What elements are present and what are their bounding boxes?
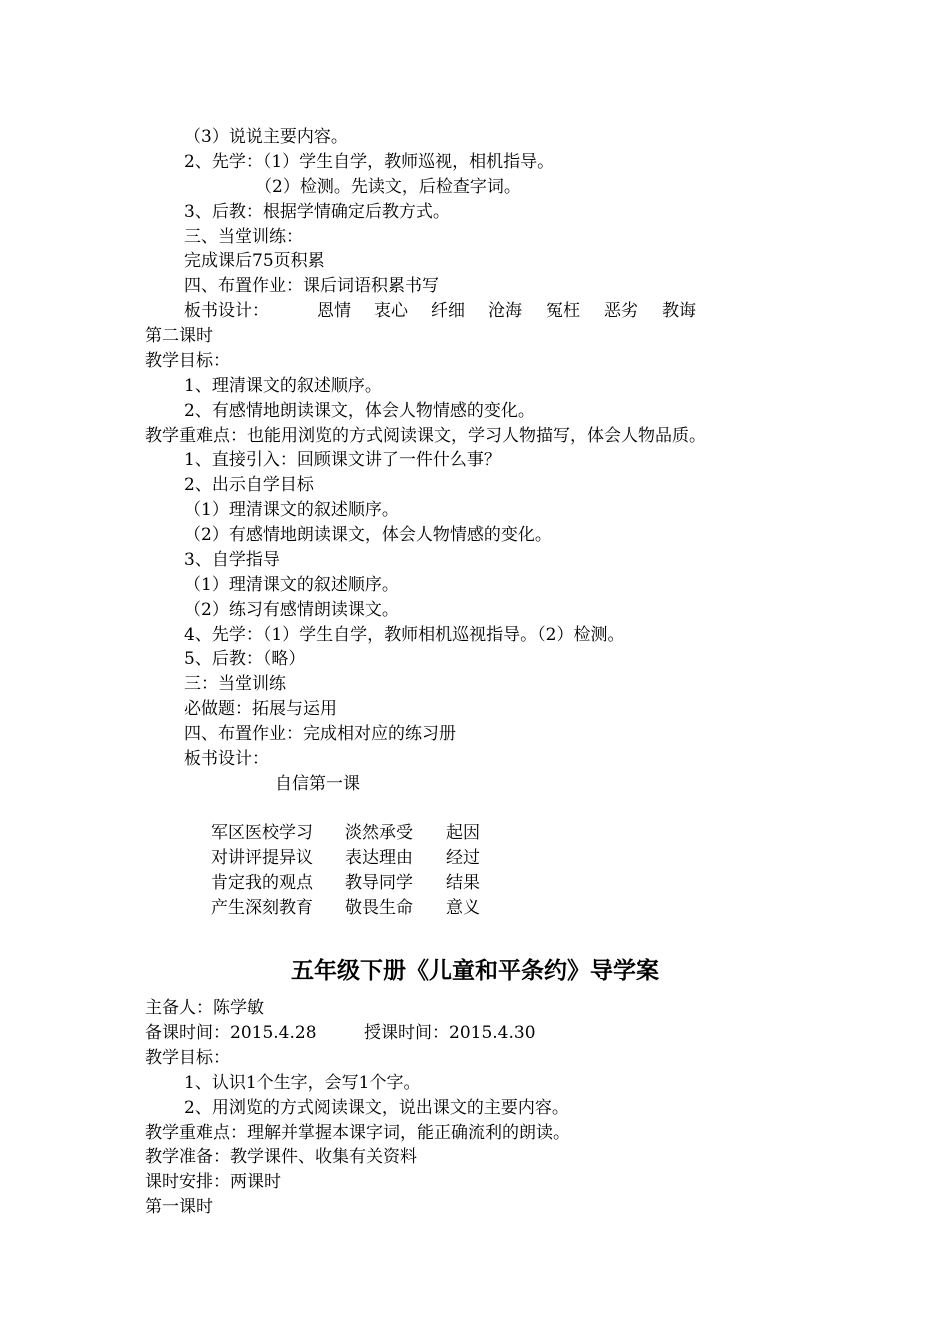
board-word: 纤细 [431, 301, 465, 321]
board-cell: 经过 [446, 848, 480, 868]
text-line: （3）说说主要内容。 [184, 127, 348, 147]
text-line: 2、有感情地朗读课文，体会人物情感的变化。 [184, 401, 535, 421]
text-line: （2）有感情地朗读课文，体会人物情感的变化。 [184, 525, 552, 545]
page-title: 五年级下册《儿童和平条约》导学案 [291, 958, 659, 984]
board-word: 恶劣 [604, 301, 638, 321]
section-heading: 第一课时 [145, 1197, 213, 1217]
text-line: 教学目标： [145, 351, 230, 371]
text-line: 必做题：拓展与运用 [184, 699, 337, 719]
text-line: 1、理清课文的叙述顺序。 [184, 376, 382, 396]
board-cell: 表达理由 [345, 848, 413, 868]
board-label: 板书设计： [184, 301, 269, 321]
board-cell: 意义 [446, 898, 480, 918]
board-cell: 产生深刻教育 [211, 898, 313, 918]
board-word: 衷心 [374, 301, 408, 321]
board-title: 自信第一课 [275, 774, 360, 794]
board-cell: 起因 [446, 823, 480, 843]
teach-time: 授课时间：2015.4.30 [364, 1023, 536, 1043]
text-line: 三：当堂训练 [184, 674, 286, 694]
board-cell: 淡然承受 [345, 823, 413, 843]
board-word: 教诲 [662, 301, 696, 321]
text-line: 1、直接引入：回顾课文讲了一件什么事？ [184, 450, 501, 470]
text-line: 2、出示自学目标 [184, 475, 314, 495]
text-line: 教学准备：教学课件、收集有关资料 [145, 1147, 417, 1167]
section-heading: 第二课时 [145, 326, 213, 346]
board-cell: 对讲评提异议 [211, 848, 313, 868]
text-line: 2、用浏览的方式阅读课文，说出课文的主要内容。 [184, 1098, 569, 1118]
text-line: 3、后教：根据学情确定后教方式。 [184, 202, 450, 222]
prep-time: 备课时间：2015.4.28 [145, 1023, 317, 1043]
text-line: 四、布置作业：课后词语积累书写 [184, 276, 439, 296]
text-line: 4、先学：（1）学生自学，教师相机巡视指导。（2）检测。 [184, 625, 625, 645]
text-line: 教学重难点：也能用浏览的方式阅读课文，学习人物描写，体会人物品质。 [145, 426, 706, 446]
board-cell: 军区医校学习 [211, 823, 313, 843]
text-line: 完成课后75页积累 [184, 251, 325, 271]
text-line: （2）练习有感情朗读课文。 [184, 600, 399, 620]
board-word: 冤枉 [546, 301, 580, 321]
text-line: 5、后教：（略） [184, 649, 306, 669]
text-line: （2）检测。先读文，后检查字词。 [255, 177, 521, 197]
text-line: 教学重难点：理解并掌握本课字词，能正确流利的朗读。 [145, 1123, 570, 1143]
board-word: 沧海 [488, 301, 522, 321]
text-line: 3、自学指导 [184, 550, 280, 570]
text-line: 四、布置作业：完成相对应的练习册 [184, 724, 456, 744]
text-line: 三、当堂训练： [184, 227, 303, 247]
board-label: 板书设计： [184, 749, 269, 769]
text-line: 2、先学：（1）学生自学，教师巡视，相机指导。 [184, 152, 555, 172]
text-line: 教学目标： [145, 1048, 230, 1068]
board-cell: 结果 [446, 873, 480, 893]
board-word: 恩情 [317, 301, 351, 321]
board-cell: 教导同学 [345, 873, 413, 893]
text-line: （1）理清课文的叙述顺序。 [184, 500, 399, 520]
text-line: 课时安排：两课时 [145, 1172, 281, 1192]
text-line: 1、认识1个生字，会写1个字。 [184, 1073, 421, 1093]
board-cell: 敬畏生命 [345, 898, 413, 918]
text-line: （1）理清课文的叙述顺序。 [184, 575, 399, 595]
board-cell: 肯定我的观点 [211, 873, 313, 893]
preparer: 主备人：陈学敏 [145, 998, 264, 1018]
